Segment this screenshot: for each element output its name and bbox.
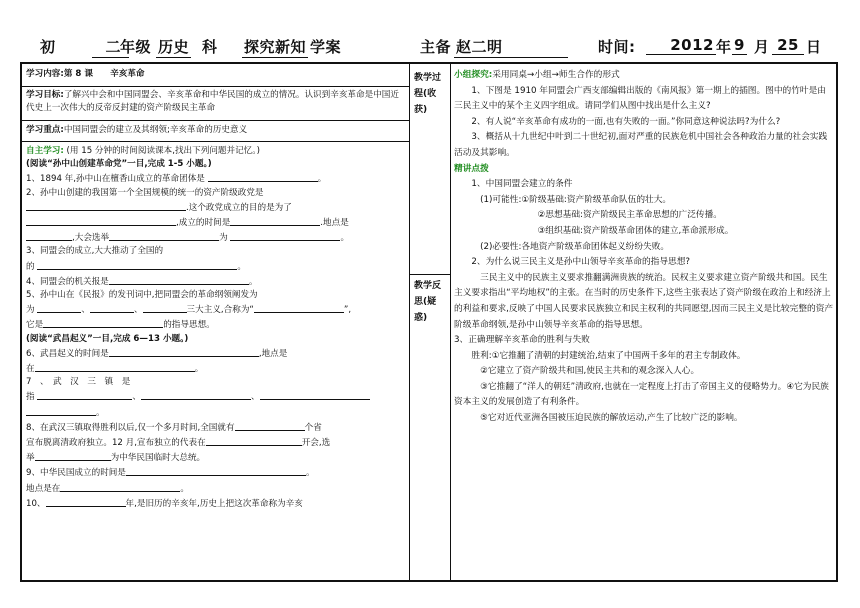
question-2-cont	[26, 215, 406, 230]
group-study-label: 小组探究:	[454, 70, 493, 80]
group-question-3: 3、概括从十九世纪中叶到二十世纪初,面对严重的民族危机中国社会各种政治力量的社会实践活动及其影响。	[454, 132, 828, 158]
header-month-label: 月	[754, 38, 770, 56]
question-5-cont	[26, 317, 406, 332]
question-2-text-a: 2、孙中山创建的我国第一个全国规模的统一的资产阶级政党是	[26, 187, 264, 198]
question-3	[26, 245, 406, 258]
question-7-text-b: 指	[26, 392, 35, 403]
answer-blank[interactable]	[26, 230, 72, 241]
question-6-cont: 在 。	[26, 361, 406, 376]
question-2-text-d: .地点是	[320, 218, 349, 229]
question-8-text-b: 个省	[304, 422, 322, 433]
question-5-text-a: 5、孙中山在《民报》的发刊词中,把同盟会的革命纲领阐发为	[26, 290, 258, 301]
question-7-cont: 指 、 、	[26, 389, 406, 404]
answer-blank[interactable]	[254, 302, 344, 313]
question-7-cont: 。	[26, 405, 406, 420]
header-year-label: 年	[716, 38, 732, 56]
question-6	[26, 346, 406, 361]
answer-blank[interactable]	[230, 215, 320, 226]
answer-blank[interactable]	[141, 389, 251, 400]
answer-blank[interactable]	[35, 361, 195, 372]
question-8-text-e: 举	[26, 453, 35, 464]
header-subject: 历史	[158, 38, 190, 56]
header-p2: 年级	[120, 38, 152, 56]
answer-blank[interactable]	[37, 302, 81, 313]
answer-blank[interactable]	[208, 171, 318, 182]
key-point-2: 2、为什么说三民主义是孙中山领导辛亥革命的指导思想?	[471, 257, 691, 268]
key-point-3b: ②它建立了资产阶级共和国,使民主共和的观念深入人心。	[480, 366, 700, 377]
question-4-text: 4、同盟会的机关报是	[26, 276, 109, 287]
self-study-label: 自主学习:	[26, 146, 64, 156]
goal-text: 了解兴中会和中国同盟会、辛亥革命和中华民国的成立的情况。认识到辛亥革命是中国近代史上一次伟大的反帝反封建的资产阶级民主革命	[26, 90, 399, 114]
key-point-3c: ③它推翻了“洋人的朝廷”清政府,也就在一定程度上打击了帝国主义的侵略势力。④它为民族资本主义的发展创造了有利条件。	[454, 381, 829, 408]
answer-blank[interactable]	[37, 389, 132, 400]
page-header	[20, 6, 840, 56]
question-2-text-c: ,成立的时间是	[176, 218, 231, 229]
header-time-label: 时间:	[598, 38, 636, 56]
content-label: 学习内容:	[26, 69, 64, 79]
key-point-3: 3、正确理解辛亥革命的胜利与失败	[454, 335, 590, 346]
question-8-text-c: 宣布脱离清政府独立。12 月,宣布独立的代表在	[26, 438, 206, 449]
key-point-1: 1、中国同盟会建立的条件	[471, 179, 573, 190]
header-month: 9	[734, 36, 745, 54]
question-8-text-a: 8、在武汉三镇取得胜利以后,仅一个多月时间,全国就有	[26, 422, 235, 433]
answer-blank[interactable]	[90, 302, 134, 313]
question-3-text: 3、同盟会的成立,大大推动了全国的	[26, 246, 164, 257]
content-text: 第 8 课 辛亥革命	[63, 69, 145, 79]
key-point-1d: (2)必要性:各地资产阶级革命团体起义纷纷失败。	[480, 241, 670, 252]
answer-blank[interactable]	[126, 465, 306, 476]
group-question-1: 1、下图是 1910 年同盟会广西支部编辑出版的《南风报》第一期上的插图。图中的竹叶是由三民主义中的某个主义四字组成。请同学们从图中找出是什么主义?	[454, 85, 826, 112]
question-10-text-a: 10、	[26, 498, 46, 509]
question-8	[26, 420, 406, 435]
answer-blank[interactable]	[230, 230, 340, 241]
content-row	[26, 68, 406, 81]
answer-blank[interactable]	[46, 496, 126, 507]
divider	[22, 86, 409, 87]
header-day: 25	[772, 36, 804, 55]
key-points-label: 精讲点拨	[454, 163, 489, 174]
focus-text: 中国同盟会的建立及其纲领;辛亥革命的历史意义	[63, 125, 248, 135]
question-9-cont: 地点是在 。	[26, 481, 406, 496]
question-5-cont: 为 、 、 三大主义,合称为“ ”,	[26, 302, 406, 317]
question-2-text-f: 为	[219, 233, 228, 244]
teaching-process-label: 教学过程(收获)	[414, 73, 442, 115]
answer-blank[interactable]	[26, 200, 186, 211]
reading-instruction-1: (阅读“孙中山创建革命党”一目,完成 1-5 小题。)	[26, 159, 212, 170]
question-5-text-d: 它是	[26, 320, 44, 331]
key-point-2-text: 三民主义中的民族主义要求推翻满洲贵族的统治。民权主义要求建立资产阶级共和国。民生主义要求指出“平均地权”的主张。在当时的历史条件下,这些主张表达了资产阶级在政治上和经济上的利益和要求,反映了中国人民要求民族独立和民主权利的共同愿望,因而三民主义是比较完整的资产阶级革命纲领,是孙中山领导辛亥革命的指导思想。	[454, 272, 834, 330]
goal-label: 学习目标:	[26, 90, 64, 100]
header-p1: 初	[40, 38, 56, 56]
divider	[22, 141, 409, 142]
divider	[450, 64, 451, 580]
question-10	[26, 496, 406, 511]
header-grade: 二	[92, 36, 129, 58]
question-2	[26, 187, 406, 200]
self-study	[26, 145, 406, 511]
teaching-reflection-label: 教学反思(疑惑)	[414, 281, 442, 323]
question-6-text-a: 6、武昌起义的时间是	[26, 348, 109, 359]
question-1: 1、1894 年,孙中山在檀香山成立的革命团体是 。	[26, 171, 406, 186]
divider	[409, 64, 410, 580]
key-point-1a: (1)可能性:①阶级基础:资产阶级革命队伍的壮大。	[480, 194, 672, 205]
question-8-text-d: 开会,选	[301, 438, 331, 449]
header-day-label: 日	[806, 38, 822, 56]
answer-blank[interactable]	[109, 230, 219, 241]
answer-blank[interactable]	[60, 481, 180, 492]
question-2-cont: ,大会选举 为 。	[26, 230, 406, 245]
question-5-text-e: 的指导思想。	[163, 320, 215, 331]
divider	[22, 120, 409, 121]
focus-label: 学习重点:	[26, 125, 64, 135]
header-editor-label: 主备	[420, 38, 452, 56]
reading-instruction-2: (阅读“武昌起义”一目,完成 6—13 小题。)	[26, 333, 189, 344]
question-3-cont: 的 。	[26, 259, 406, 274]
answer-blank[interactable]	[37, 259, 237, 270]
goal-row	[26, 89, 406, 115]
question-9-text-b: 地点是在	[26, 483, 61, 494]
header-type: 探究新知	[244, 38, 307, 56]
question-5-text-c: ”,	[343, 305, 352, 316]
question-1-text: 1、1894 年,孙中山在檀香山成立的革命团体是	[26, 174, 205, 185]
key-point-1c: ③组织基础:资产阶级革命团体的建立,革命派形成。	[537, 225, 734, 236]
question-6-text-c: 在	[26, 364, 35, 375]
header-p3: 科	[202, 38, 218, 56]
group-question-2: 2、有人说“辛亥革命有成功的一面,也有失败的一面。”你同意这种说法吗?为什么?	[471, 116, 781, 127]
answer-blank[interactable]	[109, 346, 259, 357]
question-2-text-e: ,大会选举	[72, 233, 110, 244]
header-editor: 赵二明	[454, 36, 568, 58]
question-8-cont	[26, 435, 406, 450]
question-7	[26, 376, 406, 389]
question-8-text-f: 为中华民国临时大总统。	[110, 453, 206, 464]
question-9: 9、中华民国成立的时间是 。	[26, 465, 406, 480]
focus-row	[26, 124, 406, 137]
self-study-note: (用 15 分钟的时间阅读课本,找出下列问题并记忆。)	[66, 146, 260, 156]
question-5	[26, 289, 406, 302]
question-6-text-b: ,地点是	[258, 348, 288, 359]
answer-blank[interactable]	[43, 317, 163, 328]
key-point-1b: ②思想基础:资产阶级民主革命思想的广泛传播。	[537, 210, 722, 221]
question-10-text-b: 年,是旧历的辛亥年,历史上把这次革命称为辛亥	[125, 498, 303, 509]
answer-blank[interactable]	[206, 435, 302, 446]
answer-blank[interactable]	[235, 420, 305, 431]
question-8-cont	[26, 450, 406, 465]
header-p4: 学案	[310, 38, 342, 56]
divider	[409, 274, 450, 275]
question-7-text: 7 、 武 汉 三 镇 是	[26, 377, 131, 388]
right-panel	[454, 68, 834, 427]
question-9-text-a: 9、中华民国成立的时间是	[26, 468, 126, 479]
key-point-3a: 胜利:①它推翻了清朝的封建统治,结束了中国两千多年的君主专制政体。	[471, 350, 746, 361]
answer-blank[interactable]	[260, 389, 370, 400]
answer-blank[interactable]	[26, 215, 176, 226]
answer-blank[interactable]	[109, 274, 249, 285]
question-2-cont	[26, 200, 406, 215]
question-5-text-b: 三大主义,合称为“	[186, 305, 254, 316]
header-year: 2012	[646, 36, 716, 55]
answer-blank[interactable]	[143, 302, 187, 313]
question-4: 4、同盟会的机关报是 。	[26, 274, 406, 289]
group-study-text: 采用同桌→小组→师生合作的形式	[492, 70, 620, 80]
key-point-3d: ⑤它对近代亚洲各国被压迫民族的解放运动,产生了比较广泛的影响。	[480, 413, 743, 424]
worksheet-table	[20, 62, 838, 582]
answer-blank[interactable]	[26, 405, 96, 416]
question-2-text-b: .这个政党成立的目的是为了	[186, 202, 292, 213]
answer-blank[interactable]	[35, 450, 111, 461]
